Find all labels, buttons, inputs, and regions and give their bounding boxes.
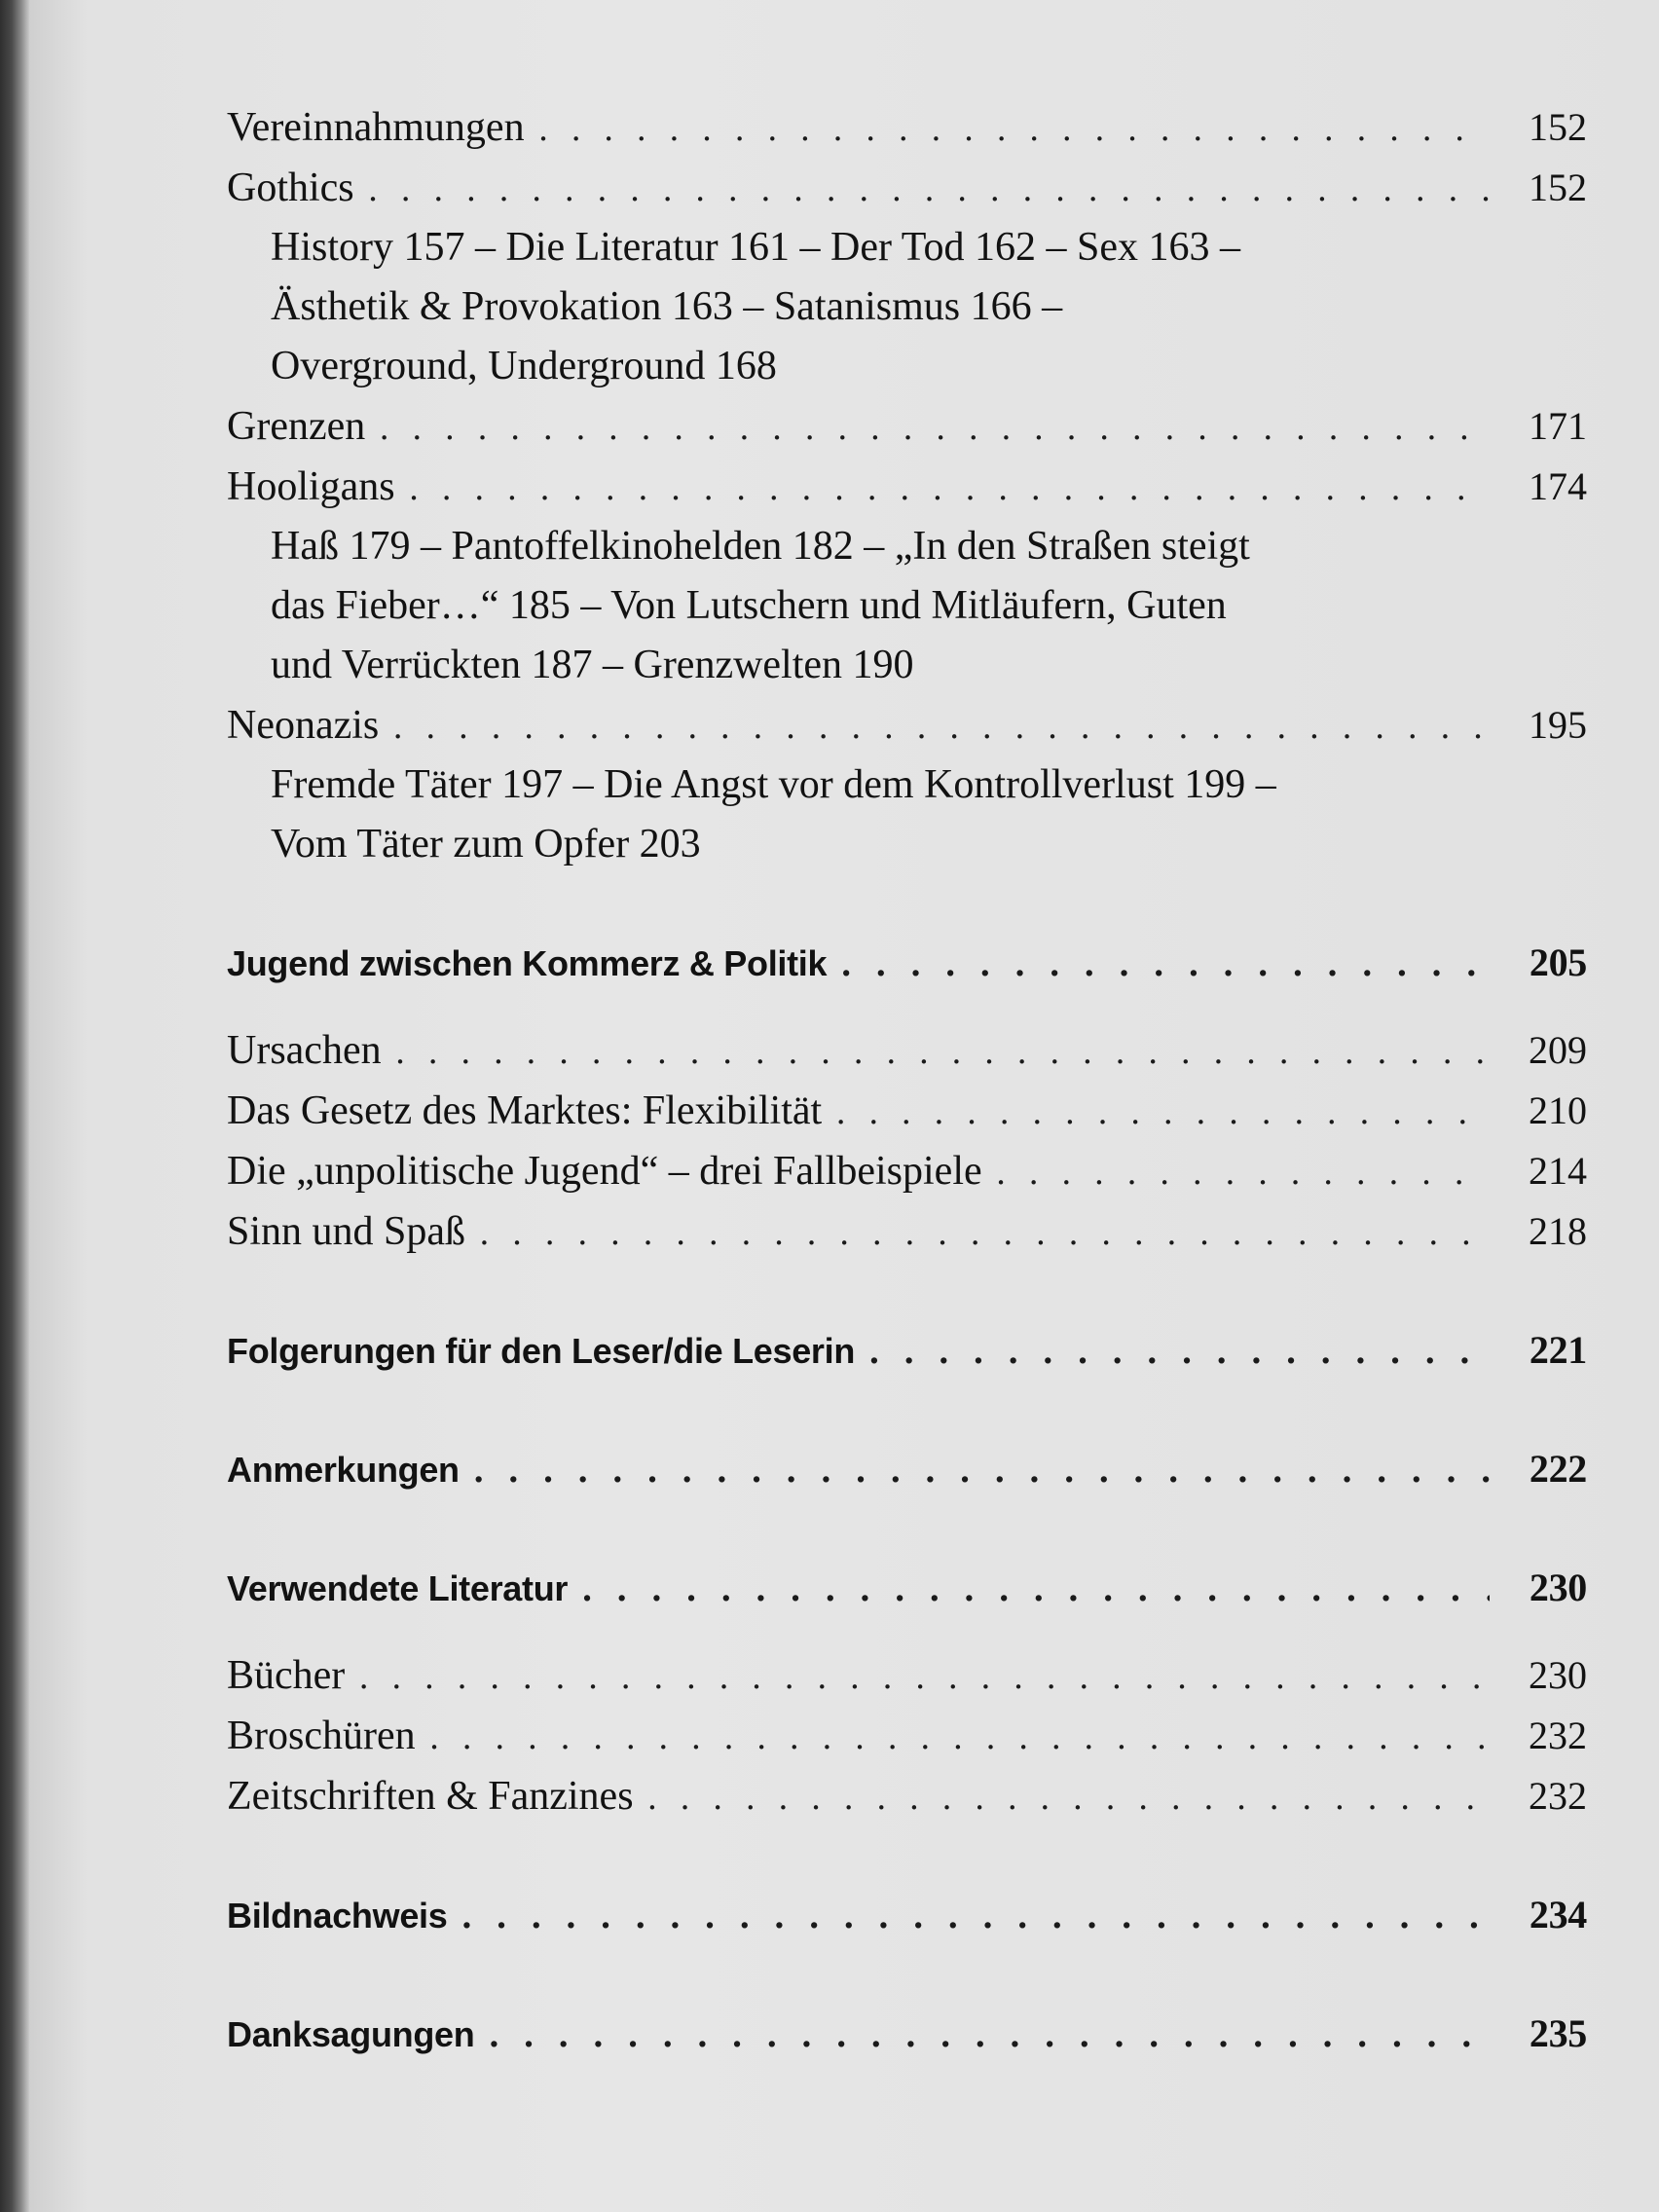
toc-entry-title: Hooligans <box>227 464 395 509</box>
toc-entry-ursachen <box>227 1020 1587 1081</box>
toc-page-number: 171 <box>1529 404 1587 448</box>
toc-chapter-title: Verwendete Literatur <box>227 1568 569 1608</box>
toc-entry-broschueren <box>227 1706 1587 1766</box>
dot-leader <box>835 1093 1490 1132</box>
toc-entry-title: Bücher <box>227 1653 346 1698</box>
toc-chapter-bildnachweis <box>227 1885 1587 1945</box>
toc-page-number: 195 <box>1529 703 1587 747</box>
toc-chapter-verwendete-literatur <box>227 1558 1587 1618</box>
toc-page-number: 152 <box>1529 105 1587 149</box>
toc-chapter-folgerungen <box>227 1320 1587 1381</box>
toc-page-number: 235 <box>1529 2011 1587 2055</box>
dot-leader <box>581 1570 1490 1609</box>
toc-subentry-line: Vom Täter zum Opfer 203 <box>271 822 701 866</box>
toc-entry-title: Neonazis <box>227 703 380 748</box>
toc-page-number: 174 <box>1529 464 1587 508</box>
toc-entry-title: Zeitschriften & Fanzines <box>227 1774 634 1819</box>
dot-leader <box>488 2016 1490 2055</box>
dot-leader <box>479 1214 1490 1253</box>
toc-subentry-line: Haß 179 – Pantoffelkinohelden 182 – „In den Straßen steigt <box>271 524 1250 569</box>
dot-leader <box>395 1033 1490 1072</box>
dot-leader <box>996 1154 1490 1193</box>
toc-page-number: 221 <box>1529 1328 1587 1372</box>
toc-entry-title: Grenzen <box>227 404 366 449</box>
dot-leader <box>538 110 1490 149</box>
dot-leader <box>868 1333 1490 1372</box>
toc-chapter-danksagungen <box>227 2004 1587 2064</box>
toc-page-number: 232 <box>1529 1714 1587 1757</box>
toc-subentry-line: und Verrückten 187 – Grenzwelten 190 <box>271 643 914 687</box>
toc-entry-buecher <box>227 1645 1587 1706</box>
toc-entry-title: Sinn und Spaß <box>227 1209 466 1254</box>
toc-entry-title: Broschüren <box>227 1714 416 1758</box>
toc-chapter-kommerz-politik <box>227 933 1587 993</box>
book-spine <box>0 0 29 2212</box>
toc-subentry-line: das Fieber…“ 185 – Von Lutschern und Mitläufern, Guten <box>271 583 1227 628</box>
dot-leader <box>392 708 1490 747</box>
dot-leader <box>379 409 1490 448</box>
toc-entry-title: Ursachen <box>227 1028 382 1073</box>
toc-chapter-title: Anmerkungen <box>227 1450 460 1490</box>
toc-entry-gesetz-des-marktes <box>227 1081 1587 1141</box>
dot-leader <box>368 170 1490 209</box>
toc-entry-title: Das Gesetz des Marktes: Flexibilität <box>227 1088 823 1133</box>
dot-leader <box>461 1898 1490 1936</box>
toc-entry-sinn-und-spass <box>227 1201 1587 1262</box>
toc-subentry-line: History 157 – Die Literatur 161 – Der Tod 162 – Sex 163 – <box>271 225 1240 270</box>
toc-chapter-title: Jugend zwischen Kommerz & Politik <box>227 943 828 983</box>
toc-entry-unpolitische-jugend <box>227 1141 1587 1201</box>
toc-subentry-line: Overground, Underground 168 <box>271 344 777 388</box>
toc-entry-title: Gothics <box>227 166 354 210</box>
toc-entry-hooligans <box>227 457 1587 517</box>
toc-page-number: 210 <box>1529 1088 1587 1132</box>
toc-entry-title: Vereinnahmungen <box>227 105 525 150</box>
toc-page-number: 232 <box>1529 1774 1587 1818</box>
dot-leader <box>358 1658 1490 1697</box>
toc-subentry-line: Ästhetik & Provokation 163 – Satanismus 166 – <box>271 284 1063 329</box>
toc-chapter-anmerkungen <box>227 1439 1587 1499</box>
toc-page-number: 222 <box>1529 1447 1587 1491</box>
toc-entry-vereinnahmungen <box>227 97 1587 158</box>
toc-page-number: 214 <box>1529 1149 1587 1193</box>
toc-page-number: 218 <box>1529 1209 1587 1253</box>
toc-entry-neonazis <box>227 695 1587 756</box>
toc-chapter-title: Bildnachweis <box>227 1896 448 1936</box>
toc-chapter-title: Danksagungen <box>227 2014 475 2054</box>
dot-leader <box>429 1718 1490 1757</box>
toc-page-number: 230 <box>1529 1653 1587 1697</box>
toc-page-number: 230 <box>1529 1566 1587 1609</box>
toc-page-number: 209 <box>1529 1028 1587 1072</box>
toc-entry-title: Die „unpolitische Jugend“ – drei Fallbeispiele <box>227 1149 982 1194</box>
table-of-contents <box>227 97 1587 2064</box>
dot-leader <box>840 945 1490 984</box>
dot-leader <box>473 1452 1490 1491</box>
toc-entry-zeitschriften <box>227 1766 1587 1826</box>
dot-leader <box>409 469 1490 508</box>
toc-page-number: 234 <box>1529 1893 1587 1936</box>
toc-page-number: 152 <box>1529 166 1587 209</box>
toc-entry-grenzen <box>227 396 1587 457</box>
toc-entry-gothics <box>227 158 1587 218</box>
toc-page-number: 205 <box>1529 940 1587 984</box>
toc-subentry-line: Fremde Täter 197 – Die Angst vor dem Kontrollverlust 199 – <box>271 762 1276 807</box>
toc-chapter-title: Folgerungen für den Leser/die Leserin <box>227 1331 856 1371</box>
dot-leader <box>647 1779 1490 1818</box>
